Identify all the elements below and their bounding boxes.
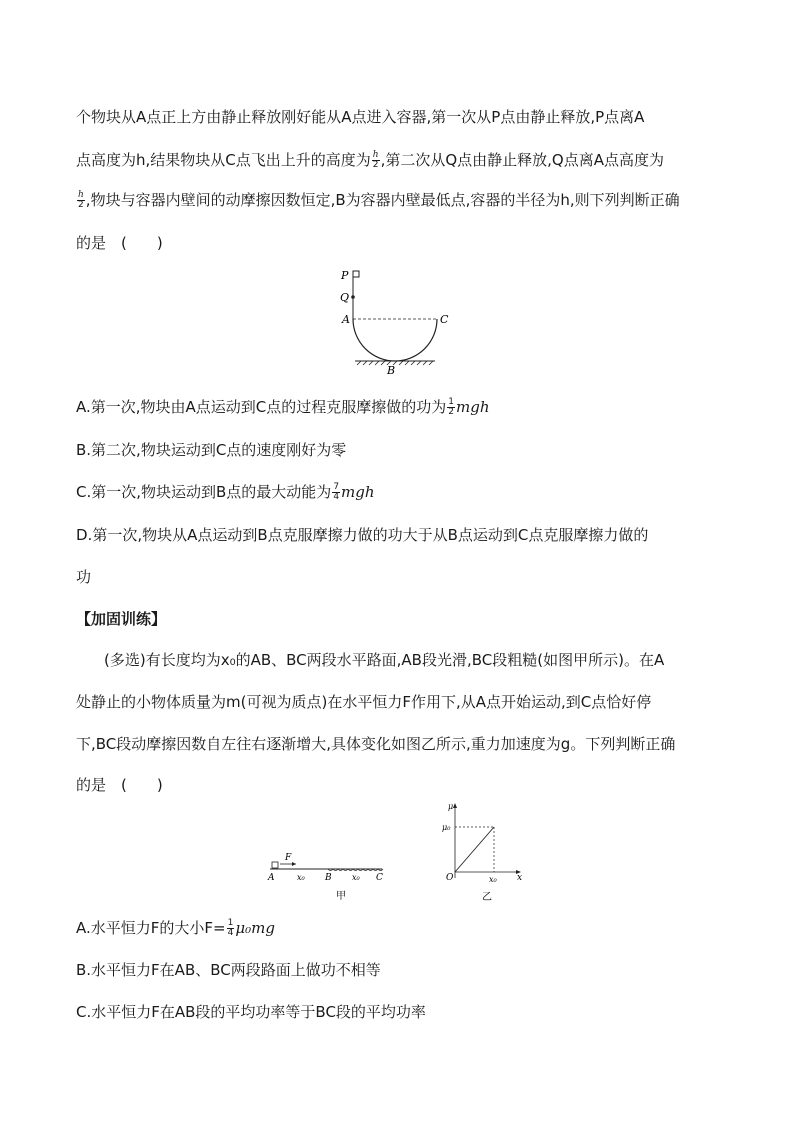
p2-line2: 处静止的小物体质量为m(可视为质点)在水平恒力F作用下,从A点开始运动,到C点恰好停 [76,693,652,711]
label-c2: C [376,873,383,883]
label-q: Q [340,291,350,304]
p2-option-c: C.水平恒力F在AB段的平均功率等于BC段的平均功率 [76,1003,426,1021]
p1-option-a: A.第一次,物块由A点运动到C点的过程克服摩擦做的功为 $\frac{1}{2}$ mgh [76,397,490,417]
fraction-1-2: $\frac{1}{2}$ [448,397,455,417]
p1-line3b: ,物块与容器内壁间的动摩擦因数恒定,B为容器内壁最低点,容器的半径为h,则下列判断正确 [85,191,680,209]
label-a: A [342,313,350,326]
mu-line [455,827,494,872]
y-axis-arrow [453,803,457,808]
p2-line4: 的是 ( ) [76,776,163,794]
p1-line3 [76,190,680,210]
p1-line1: 个物块从A点正上方由静止释放刚好能从A点进入容器,第一次从P点由静止释放,P点离A [76,108,645,126]
caption-yi: 乙 [482,892,492,903]
section-title: 【加固训练】 [76,610,167,628]
container-figure [330,262,460,377]
point-q [351,295,355,299]
small-block [272,862,278,868]
label-o: O [446,873,454,883]
label-mu: μ [448,802,454,811]
p2-line3: 下,BC段动摩擦因数自左往右逐渐增大,具体变化如图乙所示,重力加速度为g。下列判断正确 [76,735,676,753]
label-p: P [341,269,349,282]
label-c: C [440,313,449,326]
caption-jia: 甲 [336,891,346,902]
label-x: x [517,873,523,883]
mu-graph-yi [440,800,540,908]
p2-line1: (多选)有长度均为x₀的AB、BC两段水平路面,AB段光滑,BC段粗糙(如图甲所示)。在A [104,651,665,669]
label-b: B [387,364,396,377]
p1-line4: 的是 ( ) [76,234,163,252]
p1-option-b: B.第二次,物块运动到C点的速度刚好为零 [76,441,347,459]
p2-option-b: B.水平恒力F在AB、BC两段路面上做功不相等 [76,961,381,979]
p1-line2b: ,第二次从Q点由静止释放,Q点离A点高度为 [380,151,664,169]
fraction-h-over-2-b: $\frac{h}{2}$ [78,190,84,210]
p2-option-a: A.水平恒力F的大小F= $\frac{1}{4}$ μ₀mg [76,918,275,938]
fraction-1-4: $\frac{1}{4}$ [227,918,234,938]
p1-line2a: 点高度为h,结果物块从C点飞出上升的高度为 [76,151,371,169]
fraction-h-over-2: $\frac{h}{2}$ [372,150,379,170]
p1-option-c: C.第一次,物块运动到B点的最大动能为 $\frac{7}{4}$ mgh [76,482,375,502]
fraction-7-4: $\frac{7}{4}$ [333,482,340,502]
label-x0-ab: x₀ [297,873,305,882]
label-x0-bc: x₀ [352,873,360,882]
force-arrow-head [292,862,296,866]
label-b2: B [325,873,332,883]
track-figure-jia [262,848,392,906]
p1-line2 [76,150,664,170]
block-p [353,271,359,277]
p1-option-d-line2: 功 [76,568,92,586]
p1-option-d-line1: D.第一次,物块从A点运动到B点克服摩擦力做的功大于从B点运动到C点克服摩擦力做的 [76,526,649,544]
label-x0: x₀ [489,875,497,884]
semicircle-bowl [353,319,437,361]
label-f: F [285,853,292,863]
label-a2: A [268,873,275,883]
label-mu0: μ₀ [442,823,451,832]
